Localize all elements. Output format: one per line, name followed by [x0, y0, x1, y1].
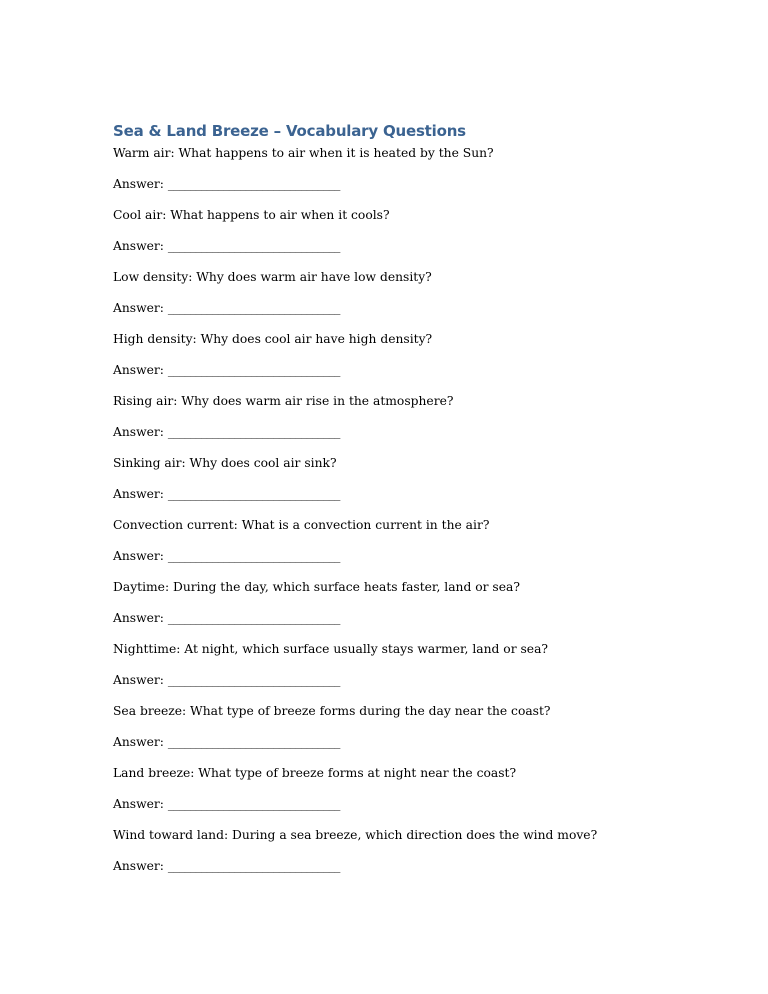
question-text: Sinking air: Why does cool air sink? [113, 456, 337, 470]
answer-label: Answer: [113, 363, 168, 377]
answer-label: Answer: [113, 487, 168, 501]
answer-line [113, 424, 673, 440]
answer-label: Answer: [113, 673, 168, 687]
question-text: Nighttime: At night, which surface usually stays warmer, land or sea? [113, 642, 549, 656]
answer-line [113, 796, 673, 812]
answer-line [113, 176, 673, 192]
question-list [113, 145, 673, 874]
answer-line [113, 734, 673, 750]
answer-blank[interactable]: _______________________________ [167, 673, 340, 687]
answer-blank[interactable]: _______________________________ [167, 859, 340, 873]
question-text: Cool air: What happens to air when it cools? [113, 208, 390, 222]
answer-label: Answer: [113, 859, 168, 873]
answer-blank[interactable]: _______________________________ [167, 549, 340, 563]
answer-blank[interactable]: _______________________________ [167, 487, 340, 501]
answer-blank[interactable]: _______________________________ [167, 797, 340, 811]
answer-label: Answer: [113, 425, 168, 439]
question-block [113, 393, 673, 440]
question-block [113, 579, 673, 626]
question-text: Land breeze: What type of breeze forms at night near the coast? [113, 766, 517, 780]
question-text: Sea breeze: What type of breeze forms during the day near the coast? [113, 704, 551, 718]
question-text: Convection current: What is a convection current in the air? [113, 518, 490, 532]
question-text: Daytime: During the day, which surface heats faster, land or sea? [113, 580, 520, 594]
question-block [113, 455, 673, 502]
answer-label: Answer: [113, 177, 168, 191]
answer-line [113, 486, 673, 502]
question-block [113, 703, 673, 750]
answer-line [113, 362, 673, 378]
answer-line [113, 548, 673, 564]
answer-blank[interactable]: _______________________________ [167, 425, 340, 439]
answer-line [113, 300, 673, 316]
answer-line [113, 672, 673, 688]
question-block [113, 641, 673, 688]
question-block [113, 517, 673, 564]
answer-blank[interactable]: _______________________________ [167, 363, 340, 377]
answer-blank[interactable]: _______________________________ [167, 301, 340, 315]
question-block [113, 331, 673, 378]
question-block [113, 145, 673, 192]
question-text: Rising air: Why does warm air rise in the atmosphere? [113, 394, 454, 408]
page-title: Sea & Land Breeze – Vocabulary Questions [113, 122, 466, 140]
answer-line [113, 610, 673, 626]
answer-label: Answer: [113, 611, 168, 625]
answer-line [113, 238, 673, 254]
answer-blank[interactable]: _______________________________ [167, 239, 340, 253]
answer-line [113, 858, 673, 874]
answer-label: Answer: [113, 301, 168, 315]
answer-label: Answer: [113, 549, 168, 563]
question-block [113, 827, 673, 874]
worksheet-page [113, 120, 673, 874]
question-text: High density: Why does cool air have high density? [113, 332, 433, 346]
question-block [113, 765, 673, 812]
answer-label: Answer: [113, 735, 168, 749]
answer-label: Answer: [113, 239, 168, 253]
question-block [113, 207, 673, 254]
answer-label: Answer: [113, 797, 168, 811]
question-text: Low density: Why does warm air have low density? [113, 270, 432, 284]
answer-blank[interactable]: _______________________________ [167, 177, 340, 191]
answer-blank[interactable]: _______________________________ [167, 611, 340, 625]
question-text: Warm air: What happens to air when it is heated by the Sun? [113, 146, 494, 160]
question-text: Wind toward land: During a sea breeze, which direction does the wind move? [113, 828, 598, 842]
question-block [113, 269, 673, 316]
answer-blank[interactable]: _______________________________ [167, 735, 340, 749]
